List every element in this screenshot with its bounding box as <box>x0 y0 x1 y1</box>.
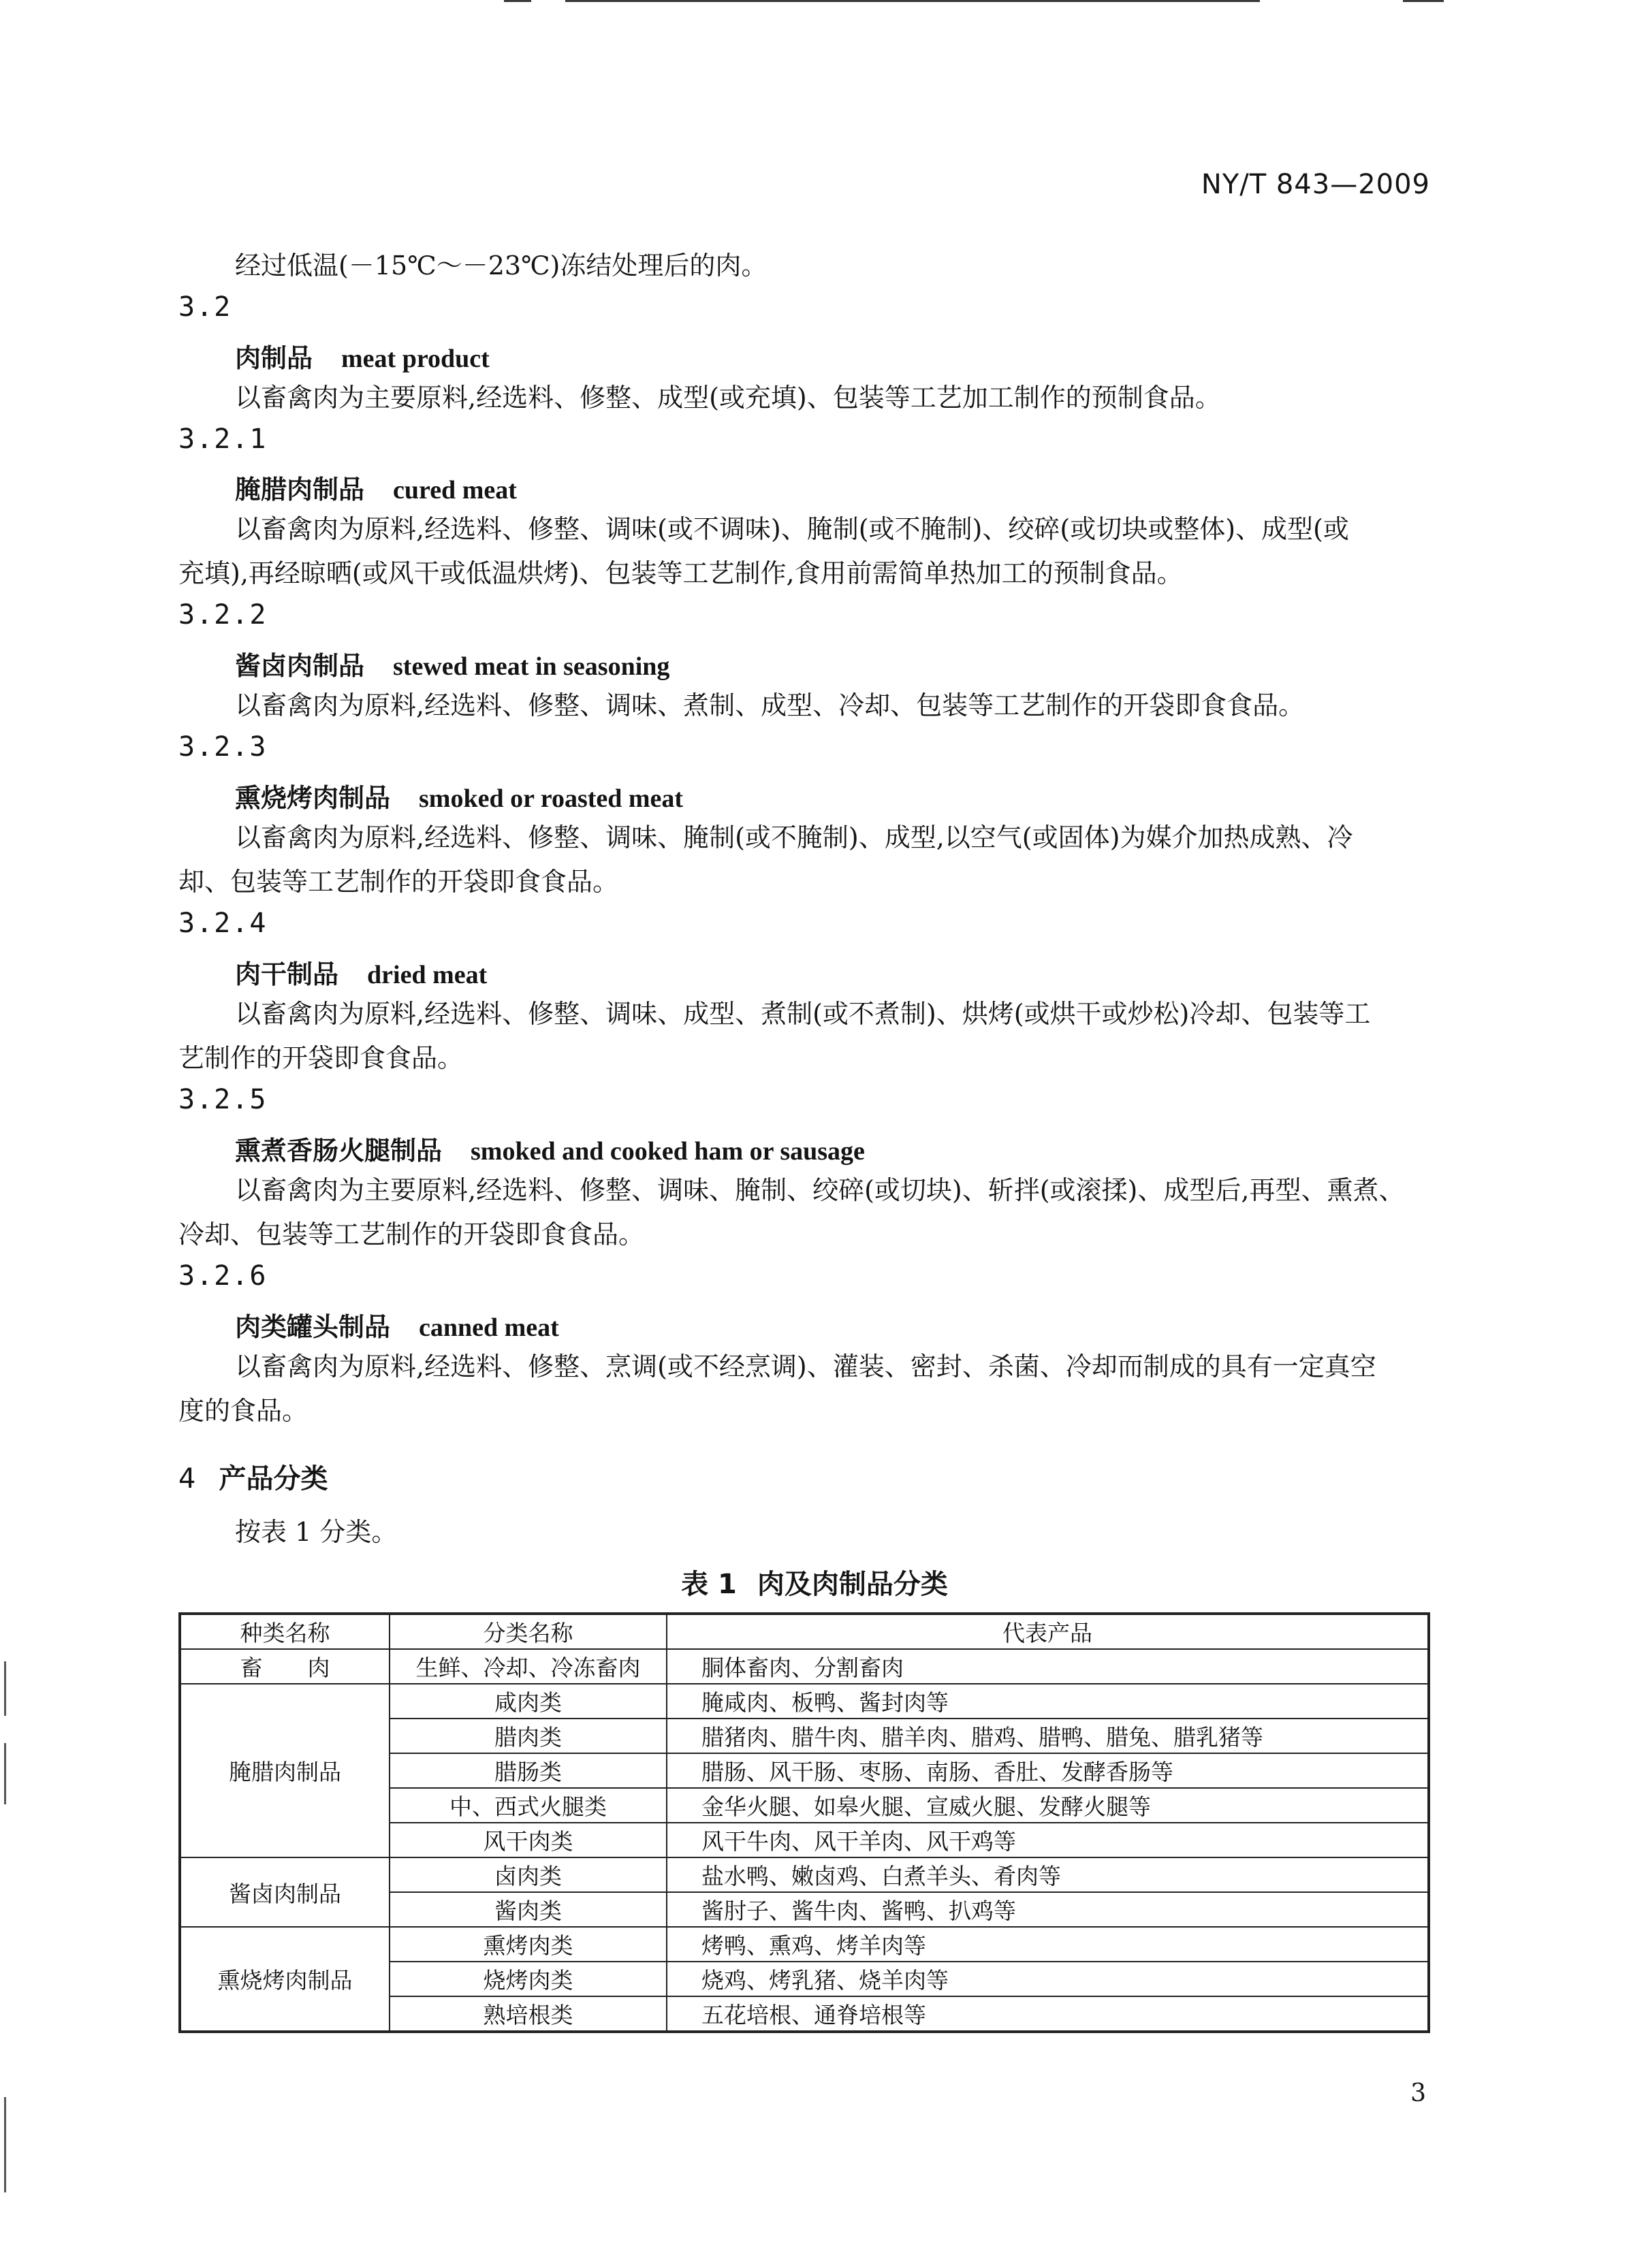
products-cell: 金华火腿、如皋火腿、宣威火腿、发酵火腿等 <box>667 1788 1429 1823</box>
category-cell: 熏烧烤肉制品 <box>180 1927 390 2032</box>
products-cell: 五花培根、通脊培根等 <box>667 1996 1429 2032</box>
products-cell: 腊肠、风干肠、枣肠、南肠、香肚、发酵香肠等 <box>667 1753 1429 1788</box>
standard-code: NY/T 843—2009 <box>1201 169 1430 200</box>
term-cn: 肉制品 <box>235 342 313 373</box>
definition-line: 充填),再经晾晒(或风干或低温烘烤)、包装等工艺制作,食用前需简单热加工的预制食品。 <box>178 558 1183 588</box>
term-heading <box>235 953 487 991</box>
products-cell: 盐水鸭、嫩卤鸡、白煮羊头、肴肉等 <box>667 1857 1429 1892</box>
table-header-row <box>180 1614 1429 1649</box>
subcategory-cell: 熏烤肉类 <box>390 1927 667 1962</box>
category-cell: 腌腊肉制品 <box>180 1684 390 1857</box>
term-heading <box>235 1130 865 1167</box>
intro-paragraph: 经过低温(－15℃～－23℃)冻结处理后的肉。 <box>235 251 768 281</box>
products-cell: 风干牛肉、风干羊肉、风干鸡等 <box>667 1823 1429 1857</box>
products-cell: 胴体畜肉、分割畜肉 <box>667 1649 1429 1684</box>
term-en: stewed meat in seasoning <box>393 652 670 681</box>
section-title: 产品分类 <box>219 1463 328 1495</box>
table-title: 肉及肉制品分类 <box>757 1568 948 1600</box>
header-cell: 种类名称 <box>180 1614 390 1649</box>
definition-line: 以畜禽肉为原料,经选料、修整、调味、腌制(或不腌制)、成型,以空气(或固体)为媒介加热成熟、冷 <box>235 822 1353 852</box>
clause-number: 3.2.5 <box>178 1084 268 1115</box>
scan-top-line <box>504 0 531 2</box>
definition-line: 艺制作的开袋即食食品。 <box>178 1043 464 1073</box>
products-cell: 腌咸肉、板鸭、酱封肉等 <box>667 1684 1429 1719</box>
products-cell: 烤鸭、熏鸡、烤羊肉等 <box>667 1927 1429 1962</box>
term-heading <box>235 468 517 506</box>
definition-line: 以畜禽肉为原料,经选料、修整、调味、煮制、成型、冷却、包装等工艺制作的开袋即食食品。 <box>235 690 1305 720</box>
table-row <box>180 1684 1429 1719</box>
term-heading <box>235 777 683 814</box>
term-cn: 肉干制品 <box>235 959 339 989</box>
products-cell: 烧鸡、烤乳猪、烧羊肉等 <box>667 1962 1429 1996</box>
subcategory-cell: 中、西式火腿类 <box>390 1788 667 1823</box>
definition-line: 以畜禽肉为主要原料,经选料、修整、成型(或充填)、包装等工艺加工制作的预制食品。 <box>235 383 1221 413</box>
definition-line: 以畜禽肉为主要原料,经选料、修整、调味、腌制、绞碎(或切块)、斩拌(或滚揉)、成型后,再型、熏煮、 <box>235 1175 1405 1205</box>
definition-line: 以畜禽肉为原料,经选料、修整、调味(或不调味)、腌制(或不腌制)、绞碎(或切块或整体)、成型(或 <box>235 514 1349 544</box>
term-en: smoked and cooked ham or sausage <box>471 1137 865 1166</box>
table-row <box>180 1927 1429 1962</box>
subcategory-cell: 腊肉类 <box>390 1719 667 1753</box>
category-cell: 酱卤肉制品 <box>180 1857 390 1927</box>
clause-number: 3.2.1 <box>178 424 268 455</box>
term-heading <box>235 337 490 374</box>
section-number: 4 <box>178 1463 196 1495</box>
subcategory-cell: 熟培根类 <box>390 1996 667 2032</box>
binding-mark <box>4 1743 6 1804</box>
term-cn: 熏煮香肠火腿制品 <box>235 1135 443 1166</box>
clause-number: 3.2.4 <box>178 908 268 939</box>
subcategory-cell: 风干肉类 <box>390 1823 667 1857</box>
clause-number: 3.2 <box>178 291 232 323</box>
header-cell: 代表产品 <box>667 1614 1429 1649</box>
term-en: cured meat <box>393 476 517 505</box>
products-cell: 酱肘子、酱牛肉、酱鸭、扒鸡等 <box>667 1892 1429 1927</box>
definition-line: 却、包装等工艺制作的开袋即食食品。 <box>178 867 619 897</box>
term-en: dried meat <box>367 961 488 989</box>
clause-number: 3.2.2 <box>178 599 268 630</box>
definition-line: 度的食品。 <box>178 1396 309 1426</box>
term-cn: 酱卤肉制品 <box>235 650 365 681</box>
definition-line: 冷却、包装等工艺制作的开袋即食食品。 <box>178 1219 645 1249</box>
term-cn: 腌腊肉制品 <box>235 474 365 505</box>
products-cell: 腊猪肉、腊牛肉、腊羊肉、腊鸡、腊鸭、腊兔、腊乳猪等 <box>667 1719 1429 1753</box>
section-heading <box>178 1457 328 1496</box>
table-number: 表 1 <box>681 1569 737 1600</box>
binding-mark <box>4 2097 6 2192</box>
binding-mark <box>4 1661 6 1716</box>
term-cn: 肉类罐头制品 <box>235 1311 391 1342</box>
page-number: 3 <box>1410 2079 1426 2107</box>
clause-number: 3.2.3 <box>178 731 268 763</box>
scan-top-line <box>1403 0 1444 2</box>
definition-line: 以畜禽肉为原料,经选料、修整、调味、成型、煮制(或不煮制)、烘烤(或烘干或炒松)冷却、包装等工 <box>235 999 1371 1029</box>
table-caption <box>0 1563 1629 1601</box>
subcategory-cell: 咸肉类 <box>390 1684 667 1719</box>
scan-top-line <box>565 0 1260 2</box>
subcategory-cell: 烧烤肉类 <box>390 1962 667 1996</box>
subcategory-cell: 卤肉类 <box>390 1857 667 1892</box>
term-en: meat product <box>341 345 490 373</box>
term-heading <box>235 645 669 682</box>
subcategory-cell: 生鲜、冷却、冷冻畜肉 <box>390 1649 667 1684</box>
table-row <box>180 1857 1429 1892</box>
header-cell: 分类名称 <box>390 1614 667 1649</box>
section-text: 按表 1 分类。 <box>235 1517 398 1547</box>
term-en: canned meat <box>419 1313 559 1342</box>
term-cn: 熏烧烤肉制品 <box>235 782 391 813</box>
category-cell: 畜 肉 <box>180 1649 390 1684</box>
term-heading <box>235 1306 559 1343</box>
subcategory-cell: 腊肠类 <box>390 1753 667 1788</box>
table-row <box>180 1649 1429 1684</box>
subcategory-cell: 酱肉类 <box>390 1892 667 1927</box>
definition-line: 以畜禽肉为原料,经选料、修整、烹调(或不经烹调)、灌装、密封、杀菌、冷却而制成的具有一定真空 <box>235 1352 1376 1381</box>
term-en: smoked or roasted meat <box>419 784 684 813</box>
clause-number: 3.2.6 <box>178 1260 268 1292</box>
classification-table <box>178 1612 1430 2033</box>
